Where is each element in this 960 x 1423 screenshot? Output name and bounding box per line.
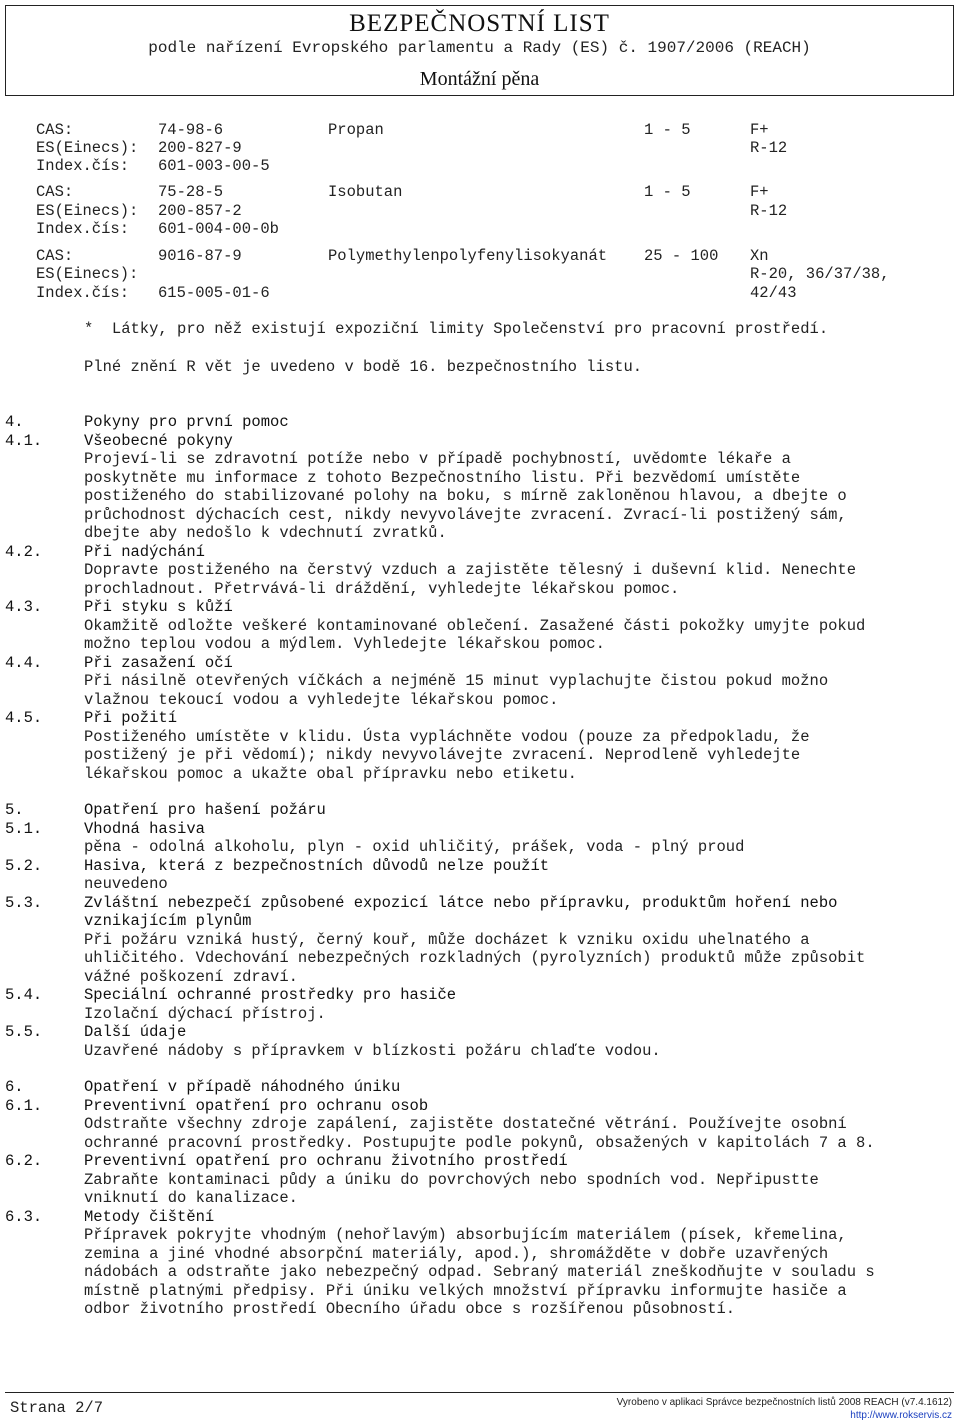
subsection-title: Preventivní opatření pro ochranu životního prostředí [84, 1152, 568, 1170]
subsection-title: Při zasažení očí [84, 654, 233, 672]
subsection-number: 4.5. [5, 709, 43, 727]
vendor-link[interactable]: http://www.rokservis.cz [850, 1410, 952, 1421]
paragraph-line: průchodnost dýchacích cest, nikdy nevyvolávejte zvracení. Zvrací-li postižený sám, [84, 506, 847, 524]
exposure-limits-note: * Látky, pro něž existují expoziční limity Společenství pro pracovní prostředí. [84, 320, 829, 338]
paragraph-line: odbor životního prostředí Obecního úřadu obce s rozšířenou působností. [84, 1300, 736, 1318]
paragraph-line: Při požáru vzniká hustý, černý kouř, může docházet k vzniku oxidu uhelnatého a [84, 931, 810, 949]
subsection-title: Zvláštní nebezpečí způsobené expozicí látce nebo přípravku, produktům hoření nebo [84, 894, 838, 912]
section-title: Opatření v případě náhodného úniku [84, 1078, 401, 1096]
index-label: Index.čís: [36, 220, 130, 238]
paragraph-line: Okamžitě odložte veškeré kontaminované oblečení. Zasažené části pokožky umyjte pokud [84, 617, 866, 635]
paragraph-line: pěna - odolná alkoholu, plyn - oxid uhličitý, prášek, voda - plný proud [84, 838, 745, 856]
paragraph-line: místně platnými předpisy. Při úniku velkých množství přípravku informujte hasiče a [84, 1282, 847, 1300]
regulation-subtitle: podle nařízení Evropského parlamentu a Rady (ES) č. 1907/2006 (REACH) [148, 39, 811, 57]
es-label: ES(Einecs): [36, 202, 139, 220]
subsection-number: 6.3. [5, 1208, 43, 1226]
index-number: 601-004-00-0b [158, 220, 279, 238]
cas-label: CAS: [36, 183, 74, 201]
cas-number: 9016-87-9 [158, 247, 242, 265]
cas-number: 75-28-5 [158, 183, 224, 201]
section-number: 4. [5, 413, 24, 431]
concentration: 25 - 100 [644, 247, 719, 265]
subsection-title: Metody čištění [84, 1208, 215, 1226]
paragraph-line: Postiženého umístěte v klidu. Ústa vypláchněte vodou (pouze za předpokladu, že [84, 728, 810, 746]
substance-name: Isobutan [328, 183, 403, 201]
paragraph-line: postiženého do stabilizované polohy na boku, s mírně zakloněnou hlavou, a dbejte o [84, 487, 847, 505]
paragraph-line: nádobách a odstraňte jako nebezpečný odpad. Sebraný materiál zneškodňujte v souladu s [84, 1263, 875, 1281]
r-phrases-continued: 42/43 [750, 284, 797, 302]
page-number: Strana 2/7 [10, 1399, 104, 1417]
product-name: Montážní pěna [419, 68, 540, 90]
subsection-title: Další údaje [84, 1023, 187, 1041]
subsection-number: 5.2. [5, 857, 43, 875]
subsection-number: 5.3. [5, 894, 43, 912]
index-number: 601-003-00-5 [158, 157, 270, 175]
subsection-title: Při styku s kůží [84, 598, 233, 616]
cas-label: CAS: [36, 121, 74, 139]
paragraph-line: vlažnou tekoucí vodou a vyhledejte lékařskou pomoc. [84, 691, 559, 709]
subsection-title: Preventivní opatření pro ochranu osob [84, 1097, 429, 1115]
software-credit: Vyrobeno v aplikaci Správce bezpečnostních listů 2008 REACH (v7.4.1612) [616, 1397, 952, 1408]
paragraph-line: poskytněte mu informace z tohoto Bezpečnostního listu. Při bezvědomí umístěte [84, 469, 801, 487]
r-phrases: R-20, 36/37/38, [750, 265, 890, 283]
subsection-number: 5.5. [5, 1023, 43, 1041]
section-number: 6. [5, 1078, 24, 1096]
paragraph-line: ochranné pracovní prostředky. Postupujte podle pokynů, obsažených v kapitolách 7 a 8. [84, 1134, 875, 1152]
document-title: BEZPEČNOSTNÍ LIST [349, 10, 610, 37]
concentration: 1 - 5 [644, 121, 691, 139]
section-number: 5. [5, 801, 24, 819]
subsection-title: Hasiva, která z bezpečnostních důvodů nelze použít [84, 857, 550, 875]
paragraph-line: neuvedeno [84, 875, 168, 893]
r-phrases: R-12 [750, 202, 788, 220]
classification: F+ [750, 121, 769, 139]
index-number: 615-005-01-6 [158, 284, 270, 302]
subsection-number: 4.2. [5, 543, 43, 561]
subsection-title: Při nadýchání [84, 543, 205, 561]
subsection-title-continued: vznikajícím plynům [84, 912, 252, 930]
es-number: 200-857-2 [158, 202, 242, 220]
classification: F+ [750, 183, 769, 201]
subsection-number: 4.1. [5, 432, 43, 450]
section-title: Pokyny pro první pomoc [84, 413, 289, 431]
paragraph-line: Při násilně otevřených víčkách a nejméně 15 minut vyplachujte čistou pokud možno [84, 672, 829, 690]
cas-label: CAS: [36, 247, 74, 265]
paragraph-line: Dopravte postiženého na čerstvý vzduch a zajistěte tělesný i duševní klid. Nenechte [84, 561, 857, 579]
document-header [5, 5, 954, 96]
paragraph-line: prochladnout. Přetrvává-li dráždění, vyhledejte lékařskou pomoc. [84, 580, 680, 598]
paragraph-line: vážné poškození zdraví. [84, 968, 298, 986]
substance-name: Polymethylenpolyfenylisokyanát [328, 247, 608, 265]
index-label: Index.čís: [36, 157, 130, 175]
paragraph-line: Uzavřené nádoby s přípravkem v blízkosti požáru chlaďte vodou. [84, 1042, 661, 1060]
subsection-title: Při požití [84, 709, 178, 727]
paragraph-line: uhličitého. Vdechování nebezpečných rozkladných (pyrolyzních) produktů může způsobit [84, 949, 866, 967]
paragraph-line: Izolační dýchací přístroj. [84, 1005, 326, 1023]
subsection-title: Všeobecné pokyny [84, 432, 233, 450]
es-label: ES(Einecs): [36, 139, 139, 157]
paragraph-line: Projeví-li se zdravotní potíže nebo v případě pochybností, uvědomte lékaře a [84, 450, 791, 468]
substance-name: Propan [328, 121, 384, 139]
section-title: Opatření pro hašení požáru [84, 801, 326, 819]
subsection-number: 4.4. [5, 654, 43, 672]
paragraph-line: lékařskou pomoc a ukažte obal přípravku nebo etiketu. [84, 765, 577, 783]
paragraph-line: Odstraňte všechny zdroje zapálení, zajistěte dostatečné větrání. Používejte osobní [84, 1115, 847, 1133]
paragraph-line: zemina a jiné vhodné absorpční materiály, apod.), shromážděte v dobře uzavřených [84, 1245, 829, 1263]
subsection-number: 6.1. [5, 1097, 43, 1115]
subsection-number: 5.4. [5, 986, 43, 1004]
paragraph-line: možno teplou vodou a mýdlem. Vyhledejte lékařskou pomoc. [84, 635, 605, 653]
footer-divider [5, 1392, 954, 1393]
index-label: Index.čís: [36, 284, 130, 302]
es-number: 200-827-9 [158, 139, 242, 157]
classification: Xn [750, 247, 769, 265]
paragraph-line: Přípravek pokryjte vhodným (nehořlavým) absorbujícím materiálem (písek, křemelina, [84, 1226, 847, 1244]
subsection-number: 6.2. [5, 1152, 43, 1170]
subsection-number: 4.3. [5, 598, 43, 616]
paragraph-line: Zabraňte kontaminaci půdy a úniku do povrchových nebo spodních vod. Nepřipustte [84, 1171, 819, 1189]
paragraph-line: dbejte aby nedošlo k vdechnutí zvratků. [84, 524, 447, 542]
subsection-title: Speciální ochranné prostředky pro hasiče [84, 986, 457, 1004]
paragraph-line: vniknutí do kanalizace. [84, 1189, 298, 1207]
r-phrases: R-12 [750, 139, 788, 157]
subsection-title: Vhodná hasiva [84, 820, 205, 838]
subsection-number: 5.1. [5, 820, 43, 838]
r-phrases-note: Plné znění R vět je uvedeno v bodě 16. bezpečnostního listu. [84, 358, 643, 376]
paragraph-line: postižený je při vědomí); nikdy nevyvolávejte zvracení. Neprodleně vyhledejte [84, 746, 801, 764]
cas-number: 74-98-6 [158, 121, 224, 139]
concentration: 1 - 5 [644, 183, 691, 201]
es-label: ES(Einecs): [36, 265, 139, 283]
